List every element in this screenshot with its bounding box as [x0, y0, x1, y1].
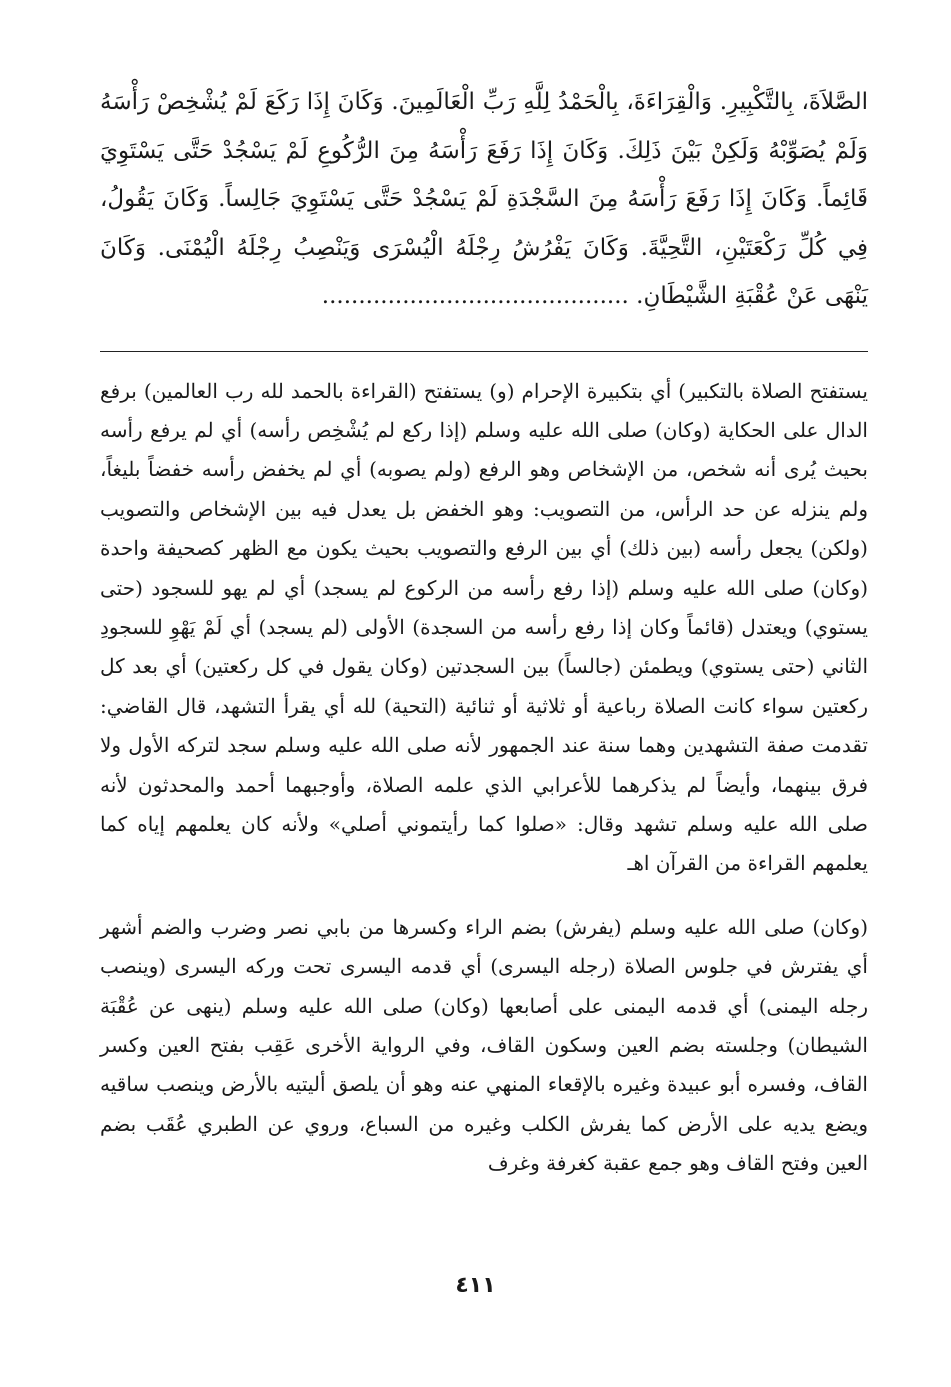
hadith-text: الصَّلاَةَ، بِالتَّكْبِيرِ. وَالْقِرَاءَةَ، بِالْحَمْدُ لِلَّهِ رَبِّ الْعَالَمِينَ. وَكَانَ إِذَا رَكَعَ لَمْ يُشْخِصْ رَأْسَهُ وَلَمْ يُصَوِّبْهُ وَلَكِنْ بَيْنَ ذَلِكَ. وَكَانَ إِذَا رَفَعَ رَأْسَهُ مِنَ الرُّكُوعِ لَمْ يَسْجُدْ حَتَّى يَسْتَوِيَ قَائِماً. وَكَانَ إِذَا رَفَعَ رَأْسَهُ مِنَ السَّجْدَةِ لَمْ يَسْجُدْ حَتَّى يَسْتَوِيَ جَالِساً. وَكَانَ يَقُولُ، فِي كُلِّ رَكْعَتَيْنِ، التَّحِيَّةَ. وَكَانَ يَفْرُشُ رِجْلَهُ الْيُسْرَى وَيَنْصِبُ رِجْلَهُ الْيُمْنَى. وَكَانَ يَنْهَى عَنْ عُقْبَةِ الشَّيْطَانِ. ..........................................	[100, 89, 868, 309]
page-body	[100, 78, 868, 1184]
commentary-paragraph: يستفتح الصلاة بالتكبير) أي بتكبيرة الإحرام (و) يستفتح (القراءة بالحمد لله رب العالمين) برفع الدال على الحكاية (وكان) صلى الله عليه وسلم (إذا ركع لم يُشْخِص رأسه) أي لم يرفع رأسه بحيث يُرى أنه شخص، من الإشخاص وهو الرفع (ولم يصوبه) أي لم يخفض رأسه خفضاً بليغاً، ولم ينزله عن حد الرأس، من التصويب: وهو الخفض بل يعدل فيه بين الإشخاص والتصويب (ولكن) يجعل رأسه (بين ذلك) أي بين الرفع والتصويب بحيث يكون مع الظهر كصحيفة واحدة (وكان) صلى الله عليه وسلم (إذا رفع رأسه من الركوع لم يسجد) أي لم يهو للسجود (حتى يستوي) ويعتدل (قائماً وكان إذا رفع رأسه من السجدة) الأولى (لم يسجد) أي لَمْ يَهْوِ للسجودِ الثاني (حتى يستوي) ويطمئن (جالساً) بين السجدتين (وكان يقول في كل ركعتين) أي بعد كل ركعتين سواء كانت الصلاة رباعية أو ثلاثية أو ثنائية (التحية) لله أي يقرأ التشهد، قال القاضي: تقدمت صفة التشهدين وهما سنة عند الجمهور لأنه صلى الله عليه وسلم سجد لتركه الأول ولا فرق بينهما، وأيضاً لم يذكرهما للأعرابي الذي علمه الصلاة، وأوجبهما أحمد والمحدثون لأنه صلى الله عليه وسلم تشهد وقال: «صلوا كما رأيتموني أصلي» ولأنه كان يعلمهم إياه كما يعلمهم القراءة من القرآن اهـ	[100, 378, 868, 876]
page-number: ٤١١	[455, 1273, 496, 1298]
footnote-divider	[100, 351, 868, 352]
commentary-paragraph: (وكان) صلى الله عليه وسلم (يفرش) بضم الراء وكسرها من بابي نصر وضرب والضم أشهر أي يفترش في جلوس الصلاة (رجله اليسرى) أي قدمه اليسرى تحت وركه اليسرى (وينصب رجله اليمنى) أي قدمه اليمنى على أصابعها (وكان) صلى الله عليه وسلم (ينهى عن عُقْبَة الشيطان) وجلسته بضم العين وسكون القاف، وفي الرواية الأخرى عَقِب بفتح العين وكسر القاف، وفسره أبو عبيدة وغيره بالإقعاء المنهي عنه وهو أن يلصق أليتيه بالأرض وينصب ساقيه ويضع يديه على الأرض كما يفرش الكلب وغيره من السباع، وروي عن الطبري عُقَب بضم العين وفتح القاف وهو جمع عقبة كغرفة وغرف	[100, 914, 868, 1176]
